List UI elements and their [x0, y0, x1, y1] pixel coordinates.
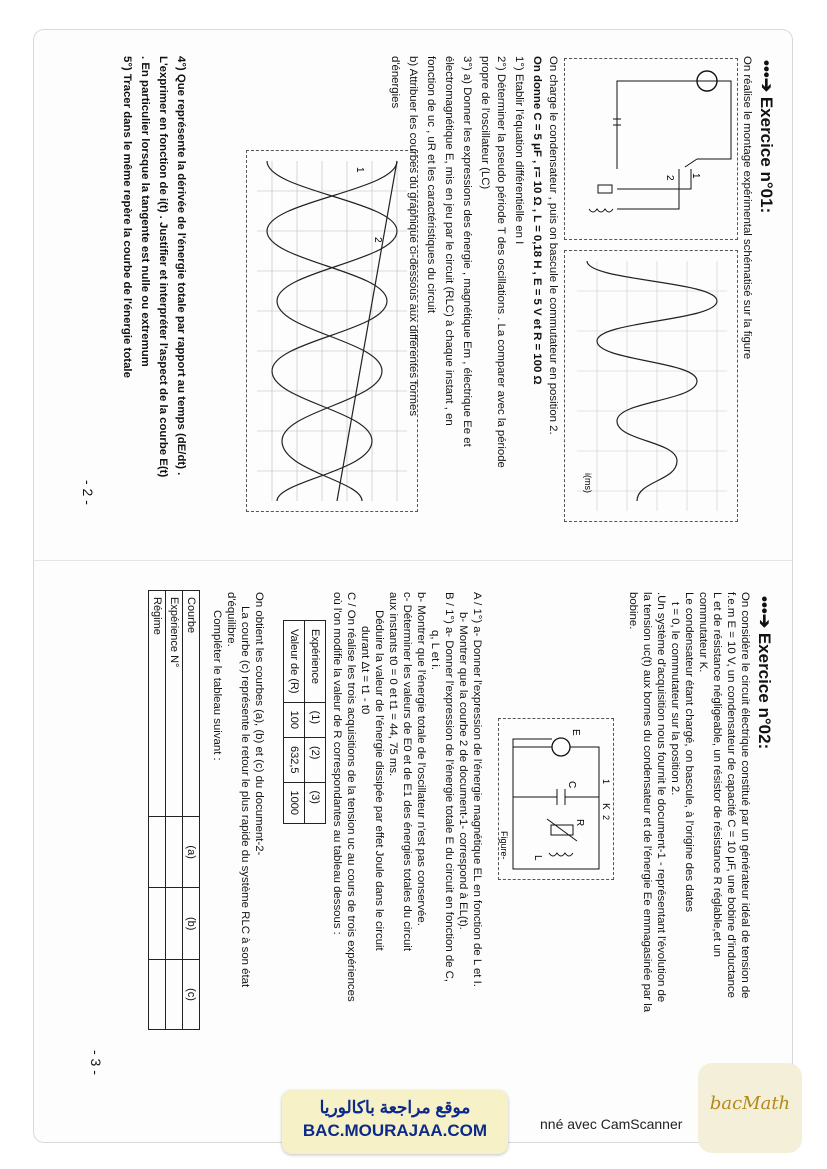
switch-pos-1: 1	[690, 173, 701, 179]
ex1-circuit-diagram	[565, 59, 737, 239]
table-row	[183, 591, 200, 1030]
table-cell: (a)	[183, 816, 200, 888]
table-cell: Courbe	[183, 591, 200, 817]
ex1-q4b: L'exprimer en fonction de i(t) . Justifier et interpréter l'aspect de la courbe E(t)	[157, 56, 169, 478]
ex2-circuit-figure	[498, 718, 614, 880]
exercise-2-title: •••➔ Exercice n°02:	[755, 596, 774, 750]
table-cell: (b)	[183, 888, 200, 960]
table-cell: (c)	[183, 960, 200, 1030]
table-cell: 1000	[284, 782, 305, 823]
camscanner-watermark: nné avec CamScanner	[540, 1116, 683, 1132]
page-number-3: - 3 -	[88, 1050, 104, 1075]
scanned-document	[34, 30, 792, 1142]
curve-table	[148, 590, 200, 1030]
table-cell	[166, 960, 183, 1030]
ex2-p1: On considère le circuit électrique constitué par un générateur idéal de tension de	[739, 592, 751, 999]
ex2-b6: Déduire la valeur de l'énergie dissipée par effet Joule dans le circuit	[373, 610, 385, 951]
table-cell	[149, 888, 166, 960]
ex1-intro: On réalise le montage expérimental schématisé sur la figure	[741, 56, 753, 360]
label-R: R	[574, 819, 585, 827]
ex1-q3d: b) Attribuer les courbes du graphique ci-dessous aux différentes formes	[407, 56, 419, 417]
damped-oscillation-curve	[587, 261, 717, 501]
figure-label: Figure-	[499, 831, 509, 860]
ex2-b7: durant Δt = t1 - t0	[359, 626, 371, 715]
ex2-p8: la tension uc(t) aux bornes du condensateur et de l'énergie Ee emmagasinée par la	[641, 592, 653, 1013]
ex1-q2b: propre de l'oscillateur (LC)	[479, 56, 491, 190]
ex1-q2a: 2°) Déterminer la pseudo période T des oscillations . La comparer avec la période	[495, 56, 507, 468]
table-cell	[149, 960, 166, 1030]
ex1-q3e: d'énergies	[389, 56, 401, 109]
table-cell: 632,5	[284, 737, 305, 782]
table-cell	[166, 888, 183, 960]
curve-label-1: 1	[354, 167, 365, 173]
ex2-b2: q, L et i.	[429, 630, 441, 671]
table-cell: (2)	[305, 737, 326, 782]
ex2-p6: t = 0, le commutateur sur la position 2.	[669, 602, 681, 796]
table-cell: Régime	[149, 591, 166, 817]
exercise-1-title: •••➔ Exercice n°01:	[757, 60, 776, 214]
bacmath-logo	[698, 1063, 802, 1153]
table-cell	[149, 816, 166, 888]
ex1-q4a: 4°) Que représente la dérivée de l'énergie totale par rapport au temps (dE/dt) .	[175, 56, 187, 476]
table-cell: Expérience	[305, 621, 326, 703]
site-banner[interactable]	[282, 1090, 508, 1154]
ex2-p9: bobine.	[627, 592, 639, 630]
resistance-table	[283, 620, 326, 824]
page-number-2: - 2 -	[80, 480, 96, 505]
ex1-circuit-box	[564, 58, 738, 240]
label-L: L	[532, 855, 543, 861]
ex2-b3: b- Montrer que l'énergie totale de l'oscillateur n'est pas conservée.	[415, 592, 427, 926]
curve-label-2: 2	[372, 237, 383, 243]
ex2-c2: où l'on modifie la valeur de R correspondantes au tableau dessous :	[331, 592, 343, 935]
table-row	[284, 621, 305, 824]
ex1-charge-text: On charge le condensateur , puis on bascule le commutateur en position 2.	[547, 56, 559, 435]
energy-curve-total	[337, 161, 397, 501]
ex1-q5: 5°) Tracer dans le même repère la courbe de l'énergie totale	[121, 56, 133, 378]
ex2-p3: L et de résistance négligeable, un résistor de résistance R réglable,et un	[711, 592, 723, 957]
table-cell	[166, 816, 183, 888]
label-C: C	[566, 781, 577, 789]
ex2-d4: Compléter le tableau suivant :	[211, 610, 223, 761]
table-cell: 100	[284, 702, 305, 737]
label-1: 1	[601, 779, 611, 785]
ex1-q3a: 3°) a) Donner les expressions des énergie , magnétique Em , électrique Ee et	[461, 56, 473, 447]
table-row	[166, 591, 183, 1030]
ex2-p5: Le condensateur étant chargé, on bascule, à l'origine des dates	[683, 592, 695, 913]
table-row	[149, 591, 166, 1030]
ex1-q3c: fonction de uc , uR et les caractéristiques du circuit	[425, 56, 437, 314]
ex1-q1: 1°) Etablir l'équation différentielle en I	[513, 56, 525, 245]
ex2-d2: La courbe (c) représente le retour le plus rapide du système RLC à son état	[239, 606, 251, 988]
ex2-d1: On obtient les courbes (a), (b) et (c) du document-2-	[253, 592, 265, 856]
ex2-b5: aux instants t0 = 0 et t1 = 44, 75 ms.	[387, 592, 399, 777]
ex2-b4: c- Déterminer les valeurs de E0 et de E1 des énergies totales du circuit	[401, 592, 413, 951]
ex2-p2: f.e.m E = 10 V, un condensateur de capacité C = 10 μF, une bobine d'inductance	[725, 592, 737, 999]
exercise-2-page	[54, 590, 774, 1090]
ex1-oscillation-graph	[564, 250, 738, 522]
switch-pos-2: 2	[664, 175, 675, 181]
site-banner-url[interactable]: BAC.MOURAJAA.COM	[302, 1121, 488, 1140]
ex2-p7: .Un système d'acquisition nous fournit le document-1 - représentant l'évolution de	[655, 592, 667, 1003]
ex1-given: On donne C = 5 μF , r= 10 Ω , L = 0,18 H , E = 5 V et R = 100 Ω	[531, 56, 543, 385]
ex2-a1: A / 1°) a- Donner l'expression de l'énergie magnétique EL en fonction de L et I.	[471, 592, 483, 987]
ex2-c1: C / On réalise les trois acquisitions de la tension uc au cours de trois expériences	[345, 592, 357, 1002]
page-fold-line	[34, 560, 792, 561]
ex2-d3: d'équilibre.	[225, 592, 237, 647]
ex2-a2: b- Montrer que la courbe 2 de document-1- correspond à EL(t).	[457, 612, 469, 930]
graph-axis-label: i(ms)	[583, 473, 593, 493]
ex2-p4: commutateur K.	[697, 592, 709, 673]
table-row	[305, 621, 326, 824]
ex1-q3b: électromagnétique E, mis en jeu par le circuit (RLC) à chaque instant , en	[443, 56, 455, 426]
site-banner-arabic: موقع مراجعة باكالوريا	[319, 1098, 471, 1117]
table-cell: Expérience N°	[166, 591, 183, 817]
label-K: K	[600, 803, 611, 810]
ex1-q4c: . En particulier lorsque la tangente est nulle ou extremum	[139, 56, 151, 367]
label-E: E	[570, 729, 581, 736]
label-2: 2	[601, 815, 611, 821]
table-cell: (1)	[305, 702, 326, 737]
bacmath-logo-text: bacMath	[709, 1093, 791, 1114]
table-cell: (3)	[305, 782, 326, 823]
exercise-1-page	[56, 54, 776, 574]
ex1-energy-graph	[246, 150, 418, 512]
ex2-b1: B / 1°) a- Donner l'expression de l'énergie totale E du circuit en fonction de C,	[443, 592, 455, 983]
table-cell: Valeur de (R)	[284, 621, 305, 703]
